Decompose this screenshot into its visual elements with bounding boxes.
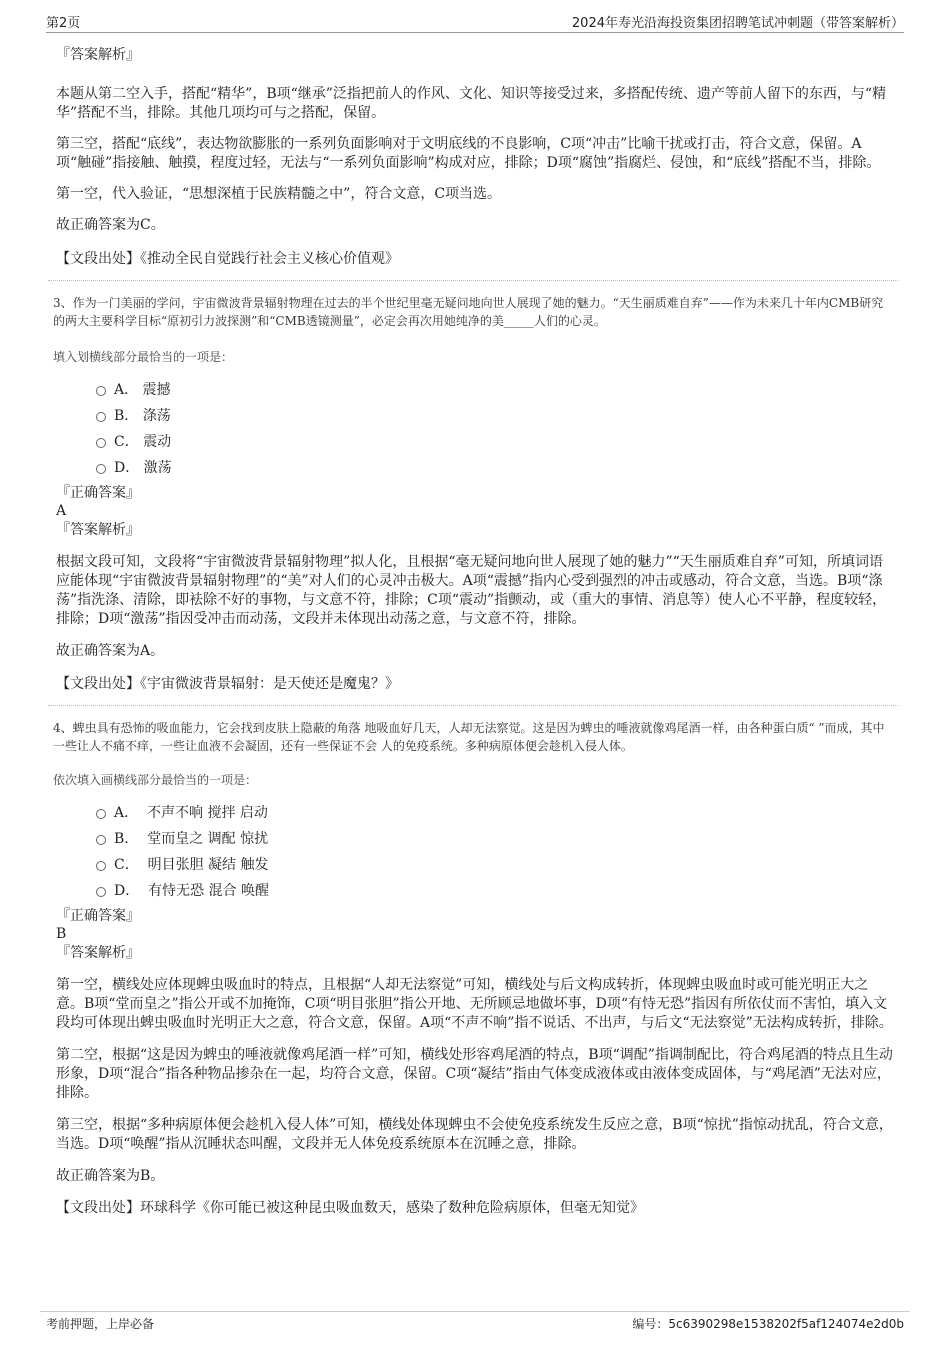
source-citation: 【文段出处】环球科学《你可能已被这种昆虫吸血数天，感染了数种危险病原体，但毫无知觉》 bbox=[56, 1200, 644, 1216]
answer-conclusion: 故正确答案为A。 bbox=[56, 643, 165, 659]
explanation-paragraph: 第三空，根据“多种病原体便会趁机入侵人体”可知，横线处体现蜱虫不会使免疫系统发生反应之意，B项“惊扰”指惊动扰乱，符合文意，当选。D项“唤醒”指从沉睡状态叫醒，文段并无人体免疫系统原本在沉睡之意，排除。 bbox=[56, 1117, 893, 1152]
answer-explanation-label: 『答案解析』 bbox=[56, 522, 140, 538]
page-number: 第2页 bbox=[46, 16, 81, 31]
footer-slogan: 考前押题，上岸必备 bbox=[46, 1317, 155, 1331]
page-content bbox=[53, 40, 894, 1218]
radio-icon[interactable] bbox=[96, 861, 106, 871]
footer-code: 5c6390298e1538202f5af124074e2d0b bbox=[668, 1317, 904, 1331]
correct-answer: A bbox=[56, 503, 67, 519]
option-list bbox=[56, 800, 894, 904]
radio-icon[interactable] bbox=[96, 412, 106, 422]
correct-answer: B bbox=[56, 926, 67, 942]
explanation-paragraph: 第三空，搭配“底线”，表达物欲膨胀的一系列负面影响对于文明底线的不良影响，C项“冲击”比喻干扰或打击，符合文意，保留。A项“触碰”指接触、触摸，程度过轻，无法与“一系列负面影响”构成对应，排除；D项“腐蚀”指腐烂、侵蚀，和“底线”搭配不当，排除。 bbox=[56, 136, 881, 171]
option-label: B． 堂而皇之 调配 惊扰 bbox=[114, 831, 269, 847]
question-prompt: 依次填入画横线部分最恰当的一项是： bbox=[53, 773, 258, 787]
option-d[interactable] bbox=[56, 455, 894, 481]
option-c[interactable] bbox=[56, 852, 894, 878]
explanation-paragraph: 第一空，横线处应体现蜱虫吸血时的特点，且根据“人却无法察觉”可知，横线处与后文构成转折，体现蜱虫吸血时或可能光明正大之意。B项“堂而皇之”指公开或不加掩饰，C项“明目张胆”指公开地、无所顾忌地做坏事，D项“有恃无恐”指因有所依仗而不害怕，填入文段均可体现出蜱虫吸血时光明正大之意，符合文意，保留。A项“不声不响”指不说话、不出声，与后文“无法察觉”无法构成转折，排除。 bbox=[56, 977, 893, 1031]
radio-icon[interactable] bbox=[96, 835, 106, 845]
question-text: 4、蜱虫具有恐怖的吸血能力，它会找到皮肤上隐蔽的角落 地吸血好几天，人却无法察觉。这是因为蜱虫的唾液就像鸡尾酒一样，由各种蛋白质“ ”而成，其中一些让人不痛不痒，一些让血液不会凝固，还有一些保证不会 人的免疫系统。多种病原体便会趁机入侵人体。 bbox=[53, 721, 885, 753]
source-citation: 【文段出处】《宇宙微波背景辐射：是天使还是魔鬼？》 bbox=[56, 676, 399, 692]
option-b[interactable] bbox=[56, 403, 894, 429]
explanation-paragraph: 根据文段可知，文段将“宇宙微波背景辐射物理”拟人化，且根据“毫无疑问地向世人展现了她的魅力”“天生丽质难自弃”可知，所填词语应能体现“宇宙微波背景辐射物理”的“美”对人们的心灵冲击极大。A项“震撼”指内心受到强烈的冲击或感动，符合文意，当选。B项“涤荡”指洗涤、清除，即袪除不好的事物，与文意不符，排除；C项“震动”指颤动，或（重大的事情、消息等）使人心不平静，程度较轻，排除；D项“激荡”指因受冲击而动荡，文段并未体现出动荡之意，与文意不符，排除。 bbox=[56, 554, 887, 627]
explanation-paragraph: 本题从第二空入手，搭配“精华”，B项“继承”泛指把前人的作风、文化、知识等接受过来，多搭配传统、遗产等前人留下的东西，与“精华”搭配不当，排除。其他几项均可与之搭配，保留。 bbox=[56, 86, 887, 121]
correct-answer-label: 『正确答案』 bbox=[56, 485, 140, 501]
option-a[interactable] bbox=[56, 377, 894, 403]
radio-icon[interactable] bbox=[96, 464, 106, 474]
document-title: 2024年寿光沿海投资集团招聘笔试冲刺题（带答案解析） bbox=[571, 16, 904, 31]
question-divider bbox=[48, 705, 898, 706]
option-b[interactable] bbox=[56, 826, 894, 852]
option-label: C． 震动 bbox=[114, 434, 172, 450]
option-label: D． 有恃无恐 混合 唤醒 bbox=[114, 883, 270, 899]
option-label: A． 震撼 bbox=[114, 382, 171, 398]
footer-divider bbox=[40, 1311, 910, 1312]
explanation-paragraph: 第一空，代入验证，“思想深植于民族精髓之中”，符合文意，C项当选。 bbox=[56, 186, 502, 202]
footer-id bbox=[632, 1315, 904, 1332]
radio-icon[interactable] bbox=[96, 386, 106, 396]
radio-icon[interactable] bbox=[96, 887, 106, 897]
answer-conclusion: 故正确答案为B。 bbox=[56, 1168, 165, 1184]
page-header bbox=[0, 0, 950, 34]
option-d[interactable] bbox=[56, 878, 894, 904]
option-label: C． 明目张胆 凝结 触发 bbox=[114, 857, 269, 873]
answer-conclusion: 故正确答案为C。 bbox=[56, 217, 165, 233]
question-divider bbox=[48, 280, 898, 281]
footer-code-label: 编号： bbox=[632, 1317, 669, 1331]
option-label: A． 不声不响 搅拌 启动 bbox=[114, 805, 268, 821]
header-divider bbox=[46, 32, 904, 33]
option-c[interactable] bbox=[56, 429, 894, 455]
correct-answer-label: 『正确答案』 bbox=[56, 908, 140, 924]
option-list bbox=[56, 377, 894, 481]
radio-icon[interactable] bbox=[96, 809, 106, 819]
answer-explanation-label: 『答案解析』 bbox=[56, 47, 140, 63]
question-prompt: 填入划横线部分最恰当的一项是： bbox=[53, 350, 234, 364]
option-a[interactable] bbox=[56, 800, 894, 826]
question-text: 3、作为一门美丽的学问，宇宙微波背景辐射物理在过去的半个世纪里毫无疑问地向世人展现了她的魅力。“天生丽质难自弃”——作为未来几十年内CMB研究的两大主要科学目标“原初引力波探测”和“CMB透镜测量”，必定会再次用她纯净的美_____人们的心灵。 bbox=[53, 296, 884, 328]
option-label: B． 涤荡 bbox=[114, 408, 171, 424]
option-label: D． 激荡 bbox=[114, 460, 172, 476]
explanation-paragraph: 第二空，根据“这是因为蜱虫的唾液就像鸡尾酒一样”可知，横线处形容鸡尾酒的特点，B项“调配”指调制配比，符合鸡尾酒的特点且生动形象，D项“混合”指各种物品掺杂在一起，均符合文意，保留。C项“凝结”指由气体变成液体或由液体变成固体，与“鸡尾酒”无法对应，排除。 bbox=[56, 1047, 893, 1101]
answer-explanation-label: 『答案解析』 bbox=[56, 945, 140, 961]
source-citation: 【文段出处】《推动全民自觉践行社会主义核心价值观》 bbox=[56, 251, 399, 267]
radio-icon[interactable] bbox=[96, 438, 106, 448]
